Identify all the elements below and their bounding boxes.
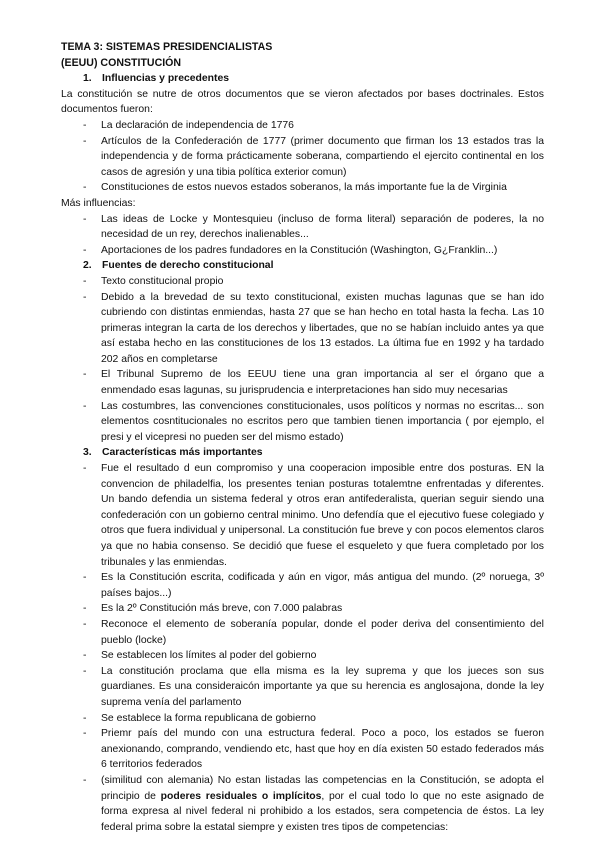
section-heading-text: Fuentes de derecho constitucional [102,260,274,272]
bullet-dash: - [83,275,87,287]
bullet-dash: - [83,665,87,677]
bullet-dash: - [83,182,87,194]
bullet-dash: - [83,618,87,630]
list-item: - Se establecen los límites al poder del gobierno [61,648,544,664]
list-item: - (similitud con alemania) No estan listadas las competencias en la Constitución, se adopta el principio de poderes residuales o implícitos, por el cual todo lo que no este asignado de forma expresa al nivel federal ni prohibido a los estados, sera competencia de éstos. La ley federal prima sobre la estatal siempre y existen tres tipos de competencias: [83,774,545,833]
bullet-dash: - [83,369,87,381]
list-item: - Debido a la brevedad de su texto constitucional, existen muchas lagunas que se han ido cubriendo con distintas enmiendas, hasta 27 que se han hecho en total hasta la fecha. Las 10 primeras integran la carta de los derechos y libertades, que no se habían incluido antes ya que así estaba hecho en las constituciones de los 13 estados. La última fue en 1992 y ha tardado 202 años en completarse [83,291,544,365]
list-item: - Aportaciones de los padres fundadores en la Constitución (Washington, G¿Franklin...) [61,243,544,259]
section-heading-3 [61,445,544,461]
list-item: - Es la Constitución escrita, codificada y aún en vigor, más antigua del mundo. (2º noruega, 3º países bajos...) [83,572,544,599]
document-title-line-2: (EEUU) CONSTITUCIÓN [61,56,182,69]
list-item: - Fue el resultado d eun compromiso y una cooperacion imposible entre dos posturas. EN la convencion de philadelfia, los presentes tenian posturas totalemtne enfrentadas y diferentes. Un bando defendia un sistema federal y otros eran antifederalista, querian seguir siendo una confederación con un gobierno central minimo. Uno defendía que el ejecutivo fuese colegiado y otros que fuera individual y unipersonal. La constitución fue breve y con pocos elementos claros ya que no habia consenso. Se decidió que fuese el esqueleto y que fuera completado por los tribunales y las enmiendas. [83,463,544,568]
list-item: - Las costumbres, las convenciones constitucionales, usos políticos y normas no escritas... son elementos cosntitucionales no escritos pero que tambien tienen importancia ( por ejemplo, el presi y el vicepresi no pueden ser del mismo estado) [83,400,544,443]
bullet-dash: - [83,244,87,256]
list-item: - Texto constitucional propio [61,274,544,290]
bullet-dash: - [83,135,87,147]
section-heading-1 [61,71,544,87]
section-heading-text: Características más importantes [102,447,263,459]
bullet-dash: - [83,463,87,475]
section-number: 3. [83,447,92,459]
paragraph: La constitución se nutre de otros documentos que se vieron afectados por bases doctrinales. Estos documentos fueron: [61,88,544,116]
bullet-dash: - [83,572,87,584]
list-item: - El Tribunal Supremo de los EEUU tiene una gran importancia al ser el órgano que a enmendado esas lagunas, su jurisprudencia e interpretaciones han sido muy necesarias [83,369,544,397]
section-heading-text: Influencias y precedentes [102,73,230,85]
document-title-line-1: TEMA 3: SISTEMAS PRESIDENCIALISTAS [61,41,273,53]
bullet-dash: - [83,712,87,724]
section-number: 1. [83,73,92,85]
bullet-dash: - [83,774,87,786]
paragraph: Más influencias: [61,197,136,209]
bullet-dash: - [83,291,87,303]
section-number: 2. [83,260,92,272]
bullet-dash: - [83,213,87,225]
list-item: - Las ideas de Locke y Montesquieu (incluso de forma literal) separación de poderes, la no necesidad de un rey, derechos inalienables... [83,213,544,241]
list-item: - La constitución proclama que ella misma es la ley suprema y que los jueces son sus guardianes. Es una consideraicón importante ya que su herencia es anglosajona, donde la ley suprema venía del parlamento [83,665,544,708]
list-item: - Se establece la forma republicana de gobierno [61,711,544,727]
list-item: - Artículos de la Confederación de 1777 (primer documento que firman los 13 estados tras la independencia y de forma prácticamente soberana, compartiendo el ejercito continental en los casos de agresión y una tibia política exterior comun) [83,135,544,178]
bullet-dash: - [83,400,87,412]
list-item: - Es la 2º Constitución más breve, con 7.000 palabras [61,601,544,617]
list-item: - Priemr país del mundo con una estructura federal. Poco a poco, los estados se fueron anexionando, comprando, vendiendo etc, hast que hoy en día existen 50 estado federados más 6 territorios federados [83,728,544,771]
bold-term: poderes residuales o implícitos [160,790,322,802]
bullet-dash: - [83,650,87,662]
document-body [61,40,544,835]
list-item: - La declaración de independencia de 1776 [61,118,544,134]
bullet-dash: - [83,603,87,615]
section-heading-2 [61,258,544,274]
list-item: - Constituciones de estos nuevos estados soberanos, la más importante fue la de Virginia [61,180,544,196]
bullet-dash: - [83,119,87,131]
list-item: - Reconoce el elemento de soberanía popular, donde el poder deriva del consentimiento del pueblo (locke) [83,618,544,646]
bullet-dash: - [83,728,87,740]
